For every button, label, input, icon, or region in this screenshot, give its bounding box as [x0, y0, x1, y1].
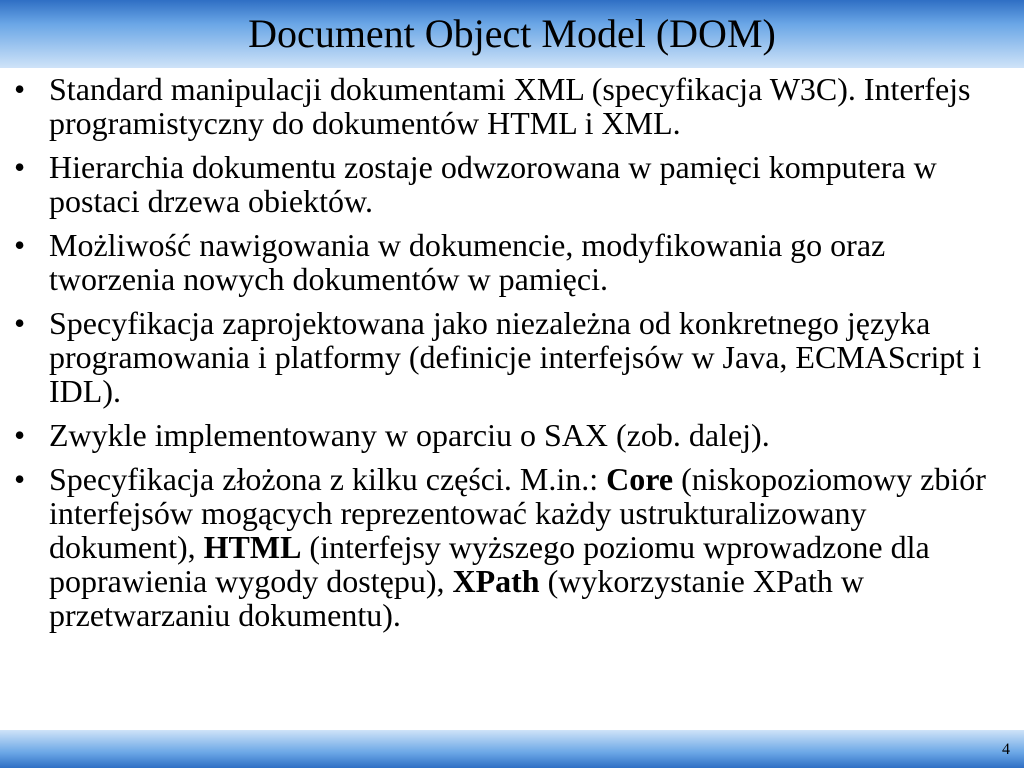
bullet-text: Możliwość nawigowania w dokumencie, modyfikowania go oraz tworzenia nowych dokumentów w pamięci. — [49, 227, 886, 297]
bullet-item — [0, 72, 1024, 140]
bullet-item — [0, 228, 1024, 296]
bullet-item — [0, 150, 1024, 218]
bold-term-html: HTML — [203, 529, 302, 565]
bullet-icon: • — [14, 461, 26, 497]
bullet-text: Zwykle implementowany w oparciu o SAX (zob. dalej). — [49, 417, 770, 453]
bullet-icon: • — [14, 417, 26, 453]
bullet-icon: • — [14, 71, 26, 107]
page-number: 4 — [1002, 741, 1010, 758]
bold-term-core: Core — [606, 461, 674, 497]
bullet-text-part: (niskopoziomowy zbiór interfejsów mogących reprezentować każdy ustrukturalizowany dokument), — [49, 461, 986, 565]
bullet-item — [0, 462, 1024, 632]
bullet-item — [0, 418, 1024, 452]
slide-content — [0, 72, 1024, 642]
bullet-text-part: Specyfikacja złożona z kilku części. M.in.: — [49, 461, 607, 497]
bullet-icon: • — [14, 227, 26, 263]
bullet-text-part: (wykorzystanie XPath w przetwarzaniu dokumentu). — [49, 563, 864, 633]
bullet-text: Specyfikacja zaprojektowana jako niezależna od konkretnego języka programowania i platformy (definicje interfejsów w Java, ECMAScript i IDL). — [49, 305, 982, 409]
bullet-icon: • — [14, 149, 26, 185]
slide-title: Document Object Model (DOM) — [248, 11, 776, 56]
bold-term-xpath: XPath — [452, 563, 540, 599]
bullet-text-part: (interfejsy wyższego poziomu wprowadzone dla poprawienia wygody dostępu), — [49, 529, 930, 599]
bullet-icon: • — [14, 305, 26, 341]
bullet-list — [0, 72, 1024, 632]
bullet-text: Standard manipulacji dokumentami XML (specyfikacja W3C). Interfejs programistyczny do dokumentów HTML i XML. — [49, 71, 971, 141]
bullet-item — [0, 306, 1024, 408]
bullet-text: Hierarchia dokumentu zostaje odwzorowana w pamięci komputera w postaci drzewa obiektów. — [49, 149, 937, 219]
footer-bar — [0, 730, 1024, 768]
